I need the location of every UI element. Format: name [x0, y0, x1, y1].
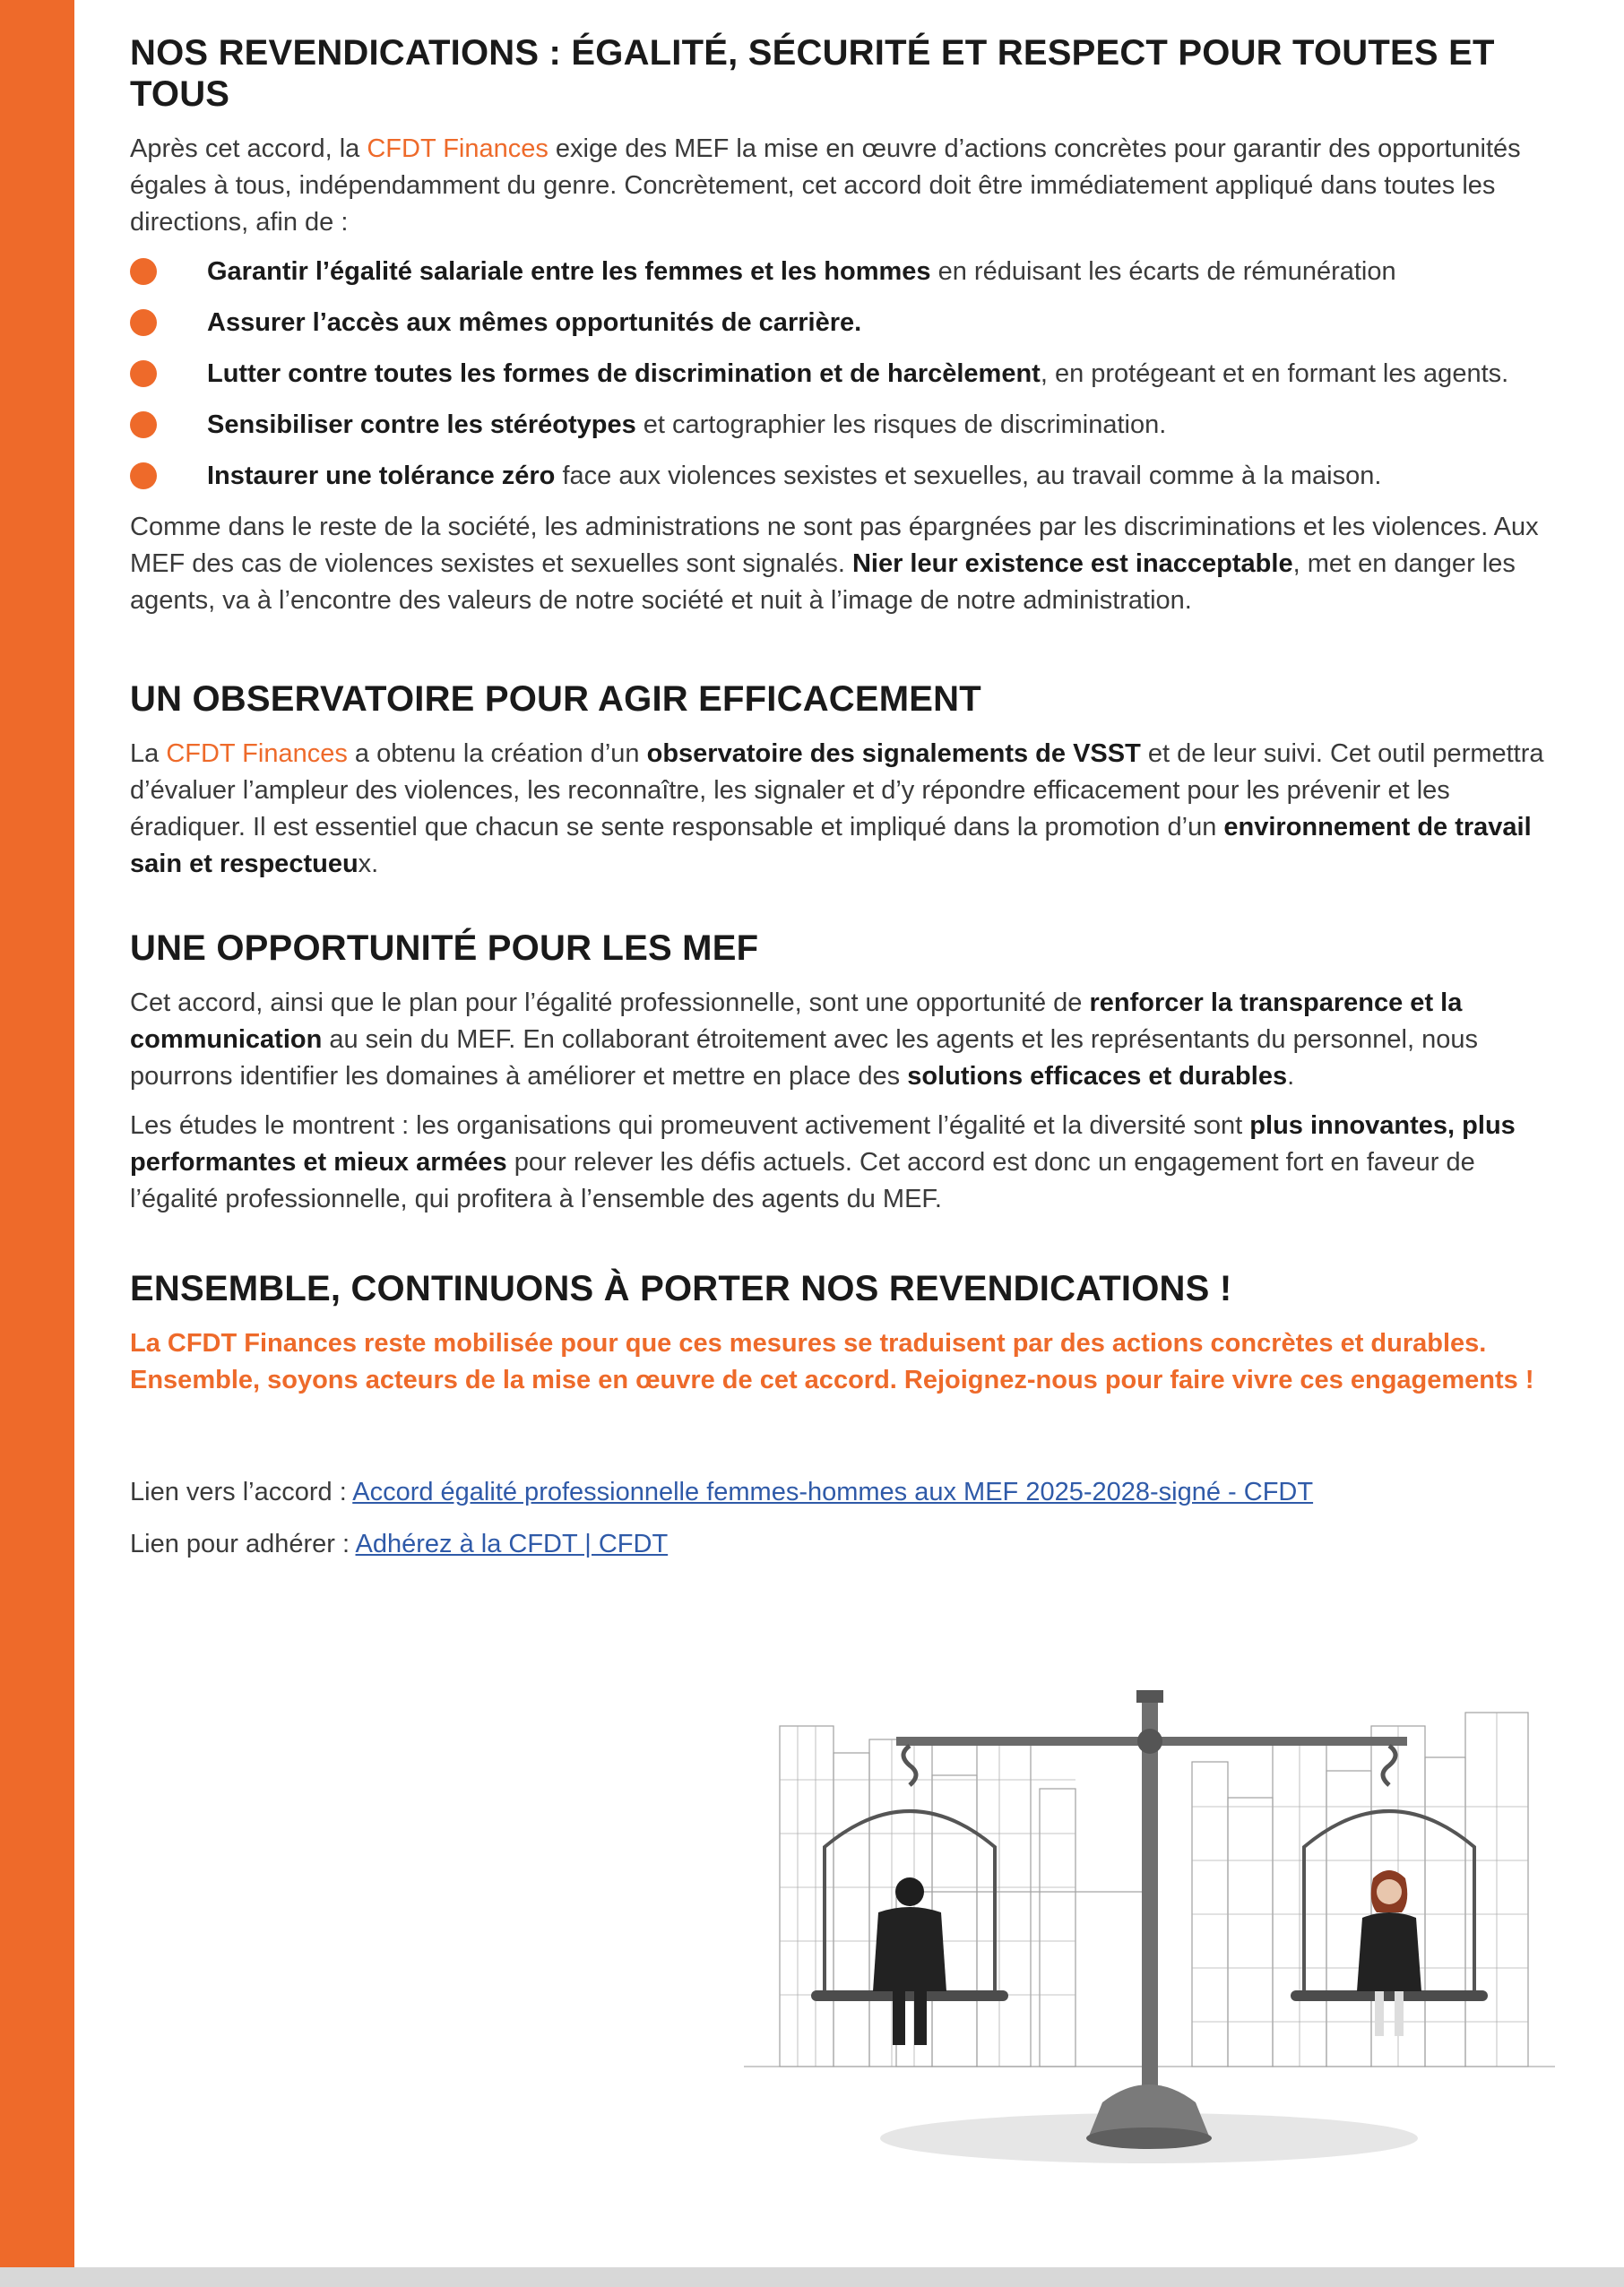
section-title: UNE OPPORTUNITÉ POUR LES MEF: [130, 928, 759, 968]
list-item: Instaurer une tolérance zéro face aux violences sexistes et sexuelles, au travail comme à la maison.: [130, 458, 1555, 495]
section-title: NOS REVENDICATIONS : ÉGALITÉ, SÉCURITÉ ET RESPECT POUR TOUTES ET TOUS: [130, 33, 1495, 114]
section-title: UN OBSERVATOIRE POUR AGIR EFFICACEMENT: [130, 679, 981, 719]
section-revendications: [130, 32, 1555, 619]
org-name: CFDT Finances: [166, 739, 348, 768]
bullet-dot-icon: [130, 360, 157, 387]
context-paragraph: Comme dans le reste de la société, les administrations ne sont pas épargnées par les discriminations et les violences. Aux MEF des cas de violences sexistes et sexuelles sont signalés. Nier leur existence est inacceptable, met en danger les agents, va à l’encontre des valeurs de notre société et nuit à l’image de notre administration.: [130, 513, 1539, 615]
links-block: [130, 1474, 1555, 1563]
intro-paragraph: Après cet accord, la CFDT Finances exige des MEF la mise en œuvre d’actions concrètes pour garantir des opportunités égales à tous, indépendamment du genre. Concrètement, cet accord doit être immédiatement appliqué dans toutes les directions, afin de :: [130, 134, 1521, 237]
list-item: Lutter contre toutes les formes de discrimination et de harcèlement, en protégeant et en formant les agents.: [130, 356, 1555, 393]
equality-scale-illustration: [744, 1690, 1555, 2192]
bottom-gray-strip: [0, 2267, 1624, 2287]
accord-link[interactable]: Accord égalité professionnelle femmes-hommes aux MEF 2025-2028-signé - CFDT: [352, 1478, 1314, 1506]
opportunity-paragraph-1: Cet accord, ainsi que le plan pour l’égalité professionnelle, sont une opportunité de renforcer la transparence et la communication au sein du MEF. En collaborant étroitement avec les agents et les représentants du personnel, nous pourrons identifier les domaines à améliorer et mettre en place des solutions efficaces et durables.: [130, 988, 1478, 1091]
orange-side-bar: [0, 0, 74, 2267]
document-body: [130, 32, 1555, 1578]
link-row-accord: Lien vers l’accord : Accord égalité professionnelle femmes-hommes aux MEF 2025-2028-signé - CFDT: [130, 1478, 1314, 1506]
link-row-adherer: Lien pour adhérer : Adhérez à la CFDT | CFDT: [130, 1530, 669, 1558]
list-item: Garantir l’égalité salariale entre les femmes et les hommes en réduisant les écarts de rémunération: [130, 254, 1555, 290]
section-ensemble: [130, 1268, 1555, 1399]
call-to-action: La CFDT Finances reste mobilisée pour que ces mesures se traduisent par des actions concrètes et durables. Ensemble, soyons acteurs de la mise en œuvre de cet accord. Rejoignez-nous pour faire vivre ces engagements !: [130, 1329, 1534, 1394]
bullet-dot-icon: [130, 462, 157, 489]
adherer-link[interactable]: Adhérez à la CFDT | CFDT: [355, 1530, 669, 1558]
org-name: CFDT Finances: [367, 134, 549, 163]
section-opportunite: [130, 928, 1555, 1218]
section-title: ENSEMBLE, CONTINUONS À PORTER NOS REVENDICATIONS !: [130, 1269, 1232, 1308]
bullet-dot-icon: [130, 258, 157, 285]
demands-list: [130, 254, 1555, 495]
section-observatoire: [130, 678, 1555, 883]
observatoire-paragraph: La CFDT Finances a obtenu la création d’un observatoire des signalements de VSST et de leur suivi. Cet outil permettra d’évaluer l’ampleur des violences, les reconnaître, les signaler et d’y répondre efficacement pour les prévenir et les éradiquer. Il est essentiel que chacun se sente responsable et impliqué dans la promotion d’un environnement de travail sain et respectueux.: [130, 739, 1544, 878]
bullet-dot-icon: [130, 411, 157, 438]
list-item: Sensibiliser contre les stéréotypes et cartographier les risques de discrimination.: [130, 407, 1555, 444]
list-item: Assurer l’accès aux mêmes opportunités de carrière.: [130, 305, 1555, 341]
opportunity-paragraph-2: Les études le montrent : les organisations qui promeuvent activement l’égalité et la diversité sont plus innovantes, plus performantes et mieux armées pour relever les défis actuels. Cet accord est donc un engagement fort en faveur de l’égalité professionnelle, qui profitera à l’ensemble des agents du MEF.: [130, 1111, 1516, 1213]
bullet-dot-icon: [130, 309, 157, 336]
